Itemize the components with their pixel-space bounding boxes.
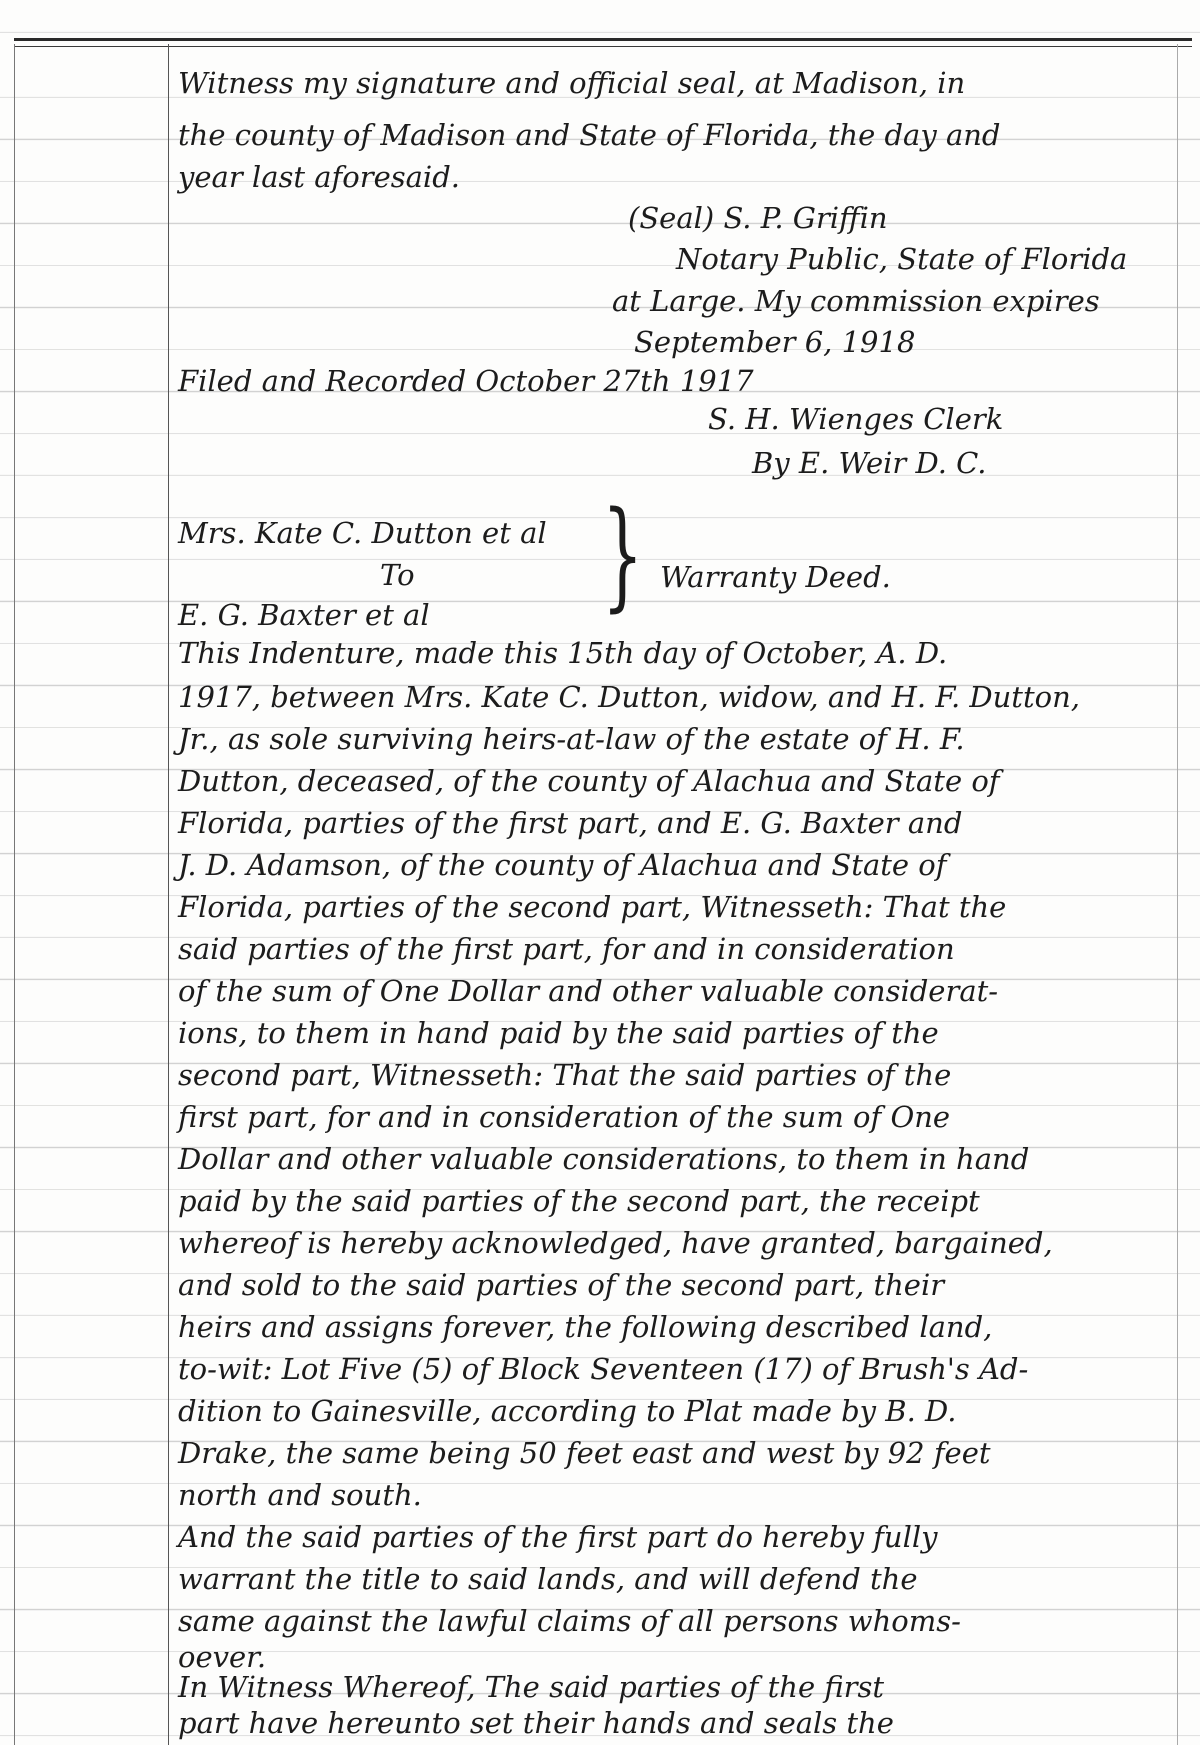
top-double-rule: [14, 38, 1192, 41]
text-line: Jr., as sole surviving heirs-at-law of the estate of H. F.: [178, 722, 965, 756]
page-right-edge: [1177, 44, 1178, 1745]
text-line: of the sum of One Dollar and other valuable considerat-: [178, 974, 999, 1008]
caption-to: To: [380, 558, 415, 592]
text-line: And the said parties of the first part do hereby fully: [178, 1520, 938, 1554]
text-line: said parties of the first part, for and in consideration: [178, 932, 955, 966]
margin-line: [168, 44, 169, 1745]
text-line: the county of Madison and State of Florida, the day and: [178, 118, 1001, 152]
text-line: This Indenture, made this 15th day of October, A. D.: [178, 636, 948, 670]
text-line: Florida, parties of the second part, Witnesseth: That the: [178, 890, 1007, 924]
text-line: part have hereunto set their hands and seals the: [178, 1706, 894, 1740]
text-line: heirs and assigns forever, the following described land,: [178, 1310, 993, 1344]
text-line: warrant the title to said lands, and will defend the: [178, 1562, 918, 1596]
text-line: In Witness Whereof, The said parties of the first: [178, 1670, 885, 1704]
text-line: Notary Public, State of Florida: [676, 242, 1128, 276]
top-thin-rule: [14, 46, 1192, 47]
text-line: same against the lawful claims of all persons whoms-: [178, 1604, 961, 1638]
caption-brace: }: [602, 485, 644, 623]
text-line: dition to Gainesville, according to Plat made by B. D.: [178, 1394, 957, 1428]
text-line: J. D. Adamson, of the county of Alachua and State of: [178, 848, 947, 882]
grantor-caption: Mrs. Kate C. Dutton et al: [178, 516, 547, 550]
filing-record: Filed and Recorded October 27th 1917: [178, 364, 754, 398]
text-line: paid by the said parties of the second part, the receipt: [178, 1184, 980, 1218]
clerk-signature: S. H. Wienges Clerk: [708, 402, 1004, 436]
text-line: Dollar and other valuable considerations, to them in hand: [178, 1142, 1030, 1176]
text-line: September 6, 1918: [634, 325, 916, 359]
page-left-edge: [14, 44, 15, 1745]
deed-type: Warranty Deed.: [660, 560, 891, 594]
text-line: north and south.: [178, 1478, 422, 1512]
text-line: whereof is hereby acknowledged, have granted, bargained,: [178, 1226, 1053, 1260]
text-line: 1917, between Mrs. Kate C. Dutton, widow, and H. F. Dutton,: [178, 680, 1080, 714]
text-line: at Large. My commission expires: [612, 284, 1100, 318]
notary-signature: (Seal) S. P. Griffin: [628, 201, 888, 235]
text-line: and sold to the said parties of the second part, their: [178, 1268, 945, 1302]
grantee-caption: E. G. Baxter et al: [178, 598, 430, 632]
text-line: Drake, the same being 50 feet east and west by 92 feet: [178, 1436, 991, 1470]
text-line: to-wit: Lot Five (5) of Block Seventeen (17) of Brush's Ad-: [178, 1352, 1029, 1386]
text-line: oever.: [178, 1640, 267, 1674]
text-line: year last aforesaid.: [178, 160, 460, 194]
text-line: Dutton, deceased, of the county of Alachua and State of: [178, 764, 1000, 798]
text-line: Witness my signature and official seal, at Madison, in: [178, 66, 966, 100]
text-line: second part, Witnesseth: That the said parties of the: [178, 1058, 952, 1092]
deputy-signature: By E. Weir D. C.: [752, 446, 987, 480]
text-line: ions, to them in hand paid by the said parties of the: [178, 1016, 939, 1050]
text-line: Florida, parties of the first part, and E. G. Baxter and: [178, 806, 963, 840]
text-line: first part, for and in consideration of the sum of One: [178, 1100, 951, 1134]
